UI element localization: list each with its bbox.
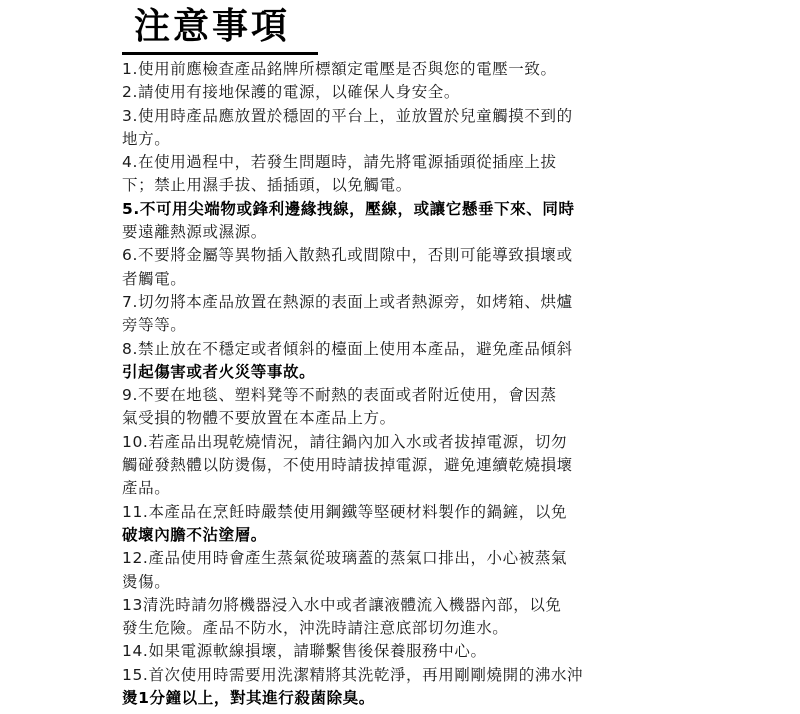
title-block: [134, 4, 290, 50]
precaution-line: 氣受損的物體不要放置在本產品上方。: [122, 409, 396, 428]
precaution-line: 旁等等。: [122, 316, 187, 335]
precautions-list: [122, 58, 682, 710]
precaution-line: 下；禁止用濕手拔、插插頭，以免觸電。: [122, 176, 412, 195]
precaution-line: 地方。: [122, 129, 171, 148]
precaution-line: 產品。: [122, 479, 171, 498]
precaution-line: 7.切勿將本產品放置在熱源的表面上或者熱源旁，如烤箱、烘爐: [122, 292, 573, 311]
precaution-line: 13清洗時請勿將機器浸入水中或者讓液體流入機器內部，以免: [122, 595, 562, 614]
precaution-line: 15.首次使用時需要用洗潔精將其洗乾淨，再用剛剛燒開的沸水沖: [122, 665, 584, 684]
precaution-line: 觸碰發熱體以防燙傷，不使用時請拔掉電源，避免連續乾燒損壞: [122, 456, 573, 475]
precaution-line: 11.本產品在烹飪時嚴禁使用鋼鐵等堅硬材料製作的鍋鏟，以免: [122, 502, 568, 521]
precaution-line: 6.不要將金屬等異物插入散熱孔或間隙中，否則可能導致損壞或: [122, 246, 573, 265]
precaution-line: 要遠離熱源或濕源。: [122, 223, 267, 242]
precaution-line: 9.不要在地毯、塑料凳等不耐熱的表面或者附近使用，會因蒸: [122, 386, 557, 405]
precaution-line: 5.不可用尖端物或鋒利邊緣拽線，壓線，或讓它懸垂下來、同時: [122, 199, 575, 218]
precaution-line: 14.如果電源軟線損壞，請聯繫售後保養服務中心。: [122, 642, 487, 661]
precaution-line: 2.請使用有接地保護的電源，以確保人身安全。: [122, 83, 460, 102]
precaution-line: 發生危險。產品不防水，沖洗時請注意底部切勿進水。: [122, 619, 509, 638]
precaution-line: 12.產品使用時會產生蒸氣從玻璃蓋的蒸氣口排出，小心被蒸氣: [122, 549, 568, 568]
precaution-line: 破壞內膽不沾塗層。: [122, 525, 267, 544]
precaution-line: 8.禁止放在不穩定或者傾斜的檯面上使用本產品，避免產品傾斜: [122, 339, 573, 358]
precaution-line: 燙1分鐘以上，對其進行殺菌除臭。: [122, 689, 375, 708]
precaution-line: 3.使用時產品應放置於穩固的平台上，並放置於兒童觸摸不到的: [122, 106, 573, 125]
precaution-line: 4.在使用過程中，若發生問題時，請先將電源插頭從插座上拔: [122, 153, 557, 172]
precaution-line: 1.使用前應檢查產品銘牌所標額定電壓是否與您的電壓一致。: [122, 60, 557, 78]
title-underline: [122, 52, 318, 55]
precaution-line: 引起傷害或者火災等事故。: [122, 362, 316, 381]
precaution-line: 10.若產品出現乾燒情況，請往鍋內加入水或者拔掉電源，切勿: [122, 432, 568, 451]
page-title: 注意事項: [134, 6, 291, 47]
precaution-line: 者觸電。: [122, 269, 187, 288]
precaution-line: 燙傷。: [122, 572, 171, 591]
